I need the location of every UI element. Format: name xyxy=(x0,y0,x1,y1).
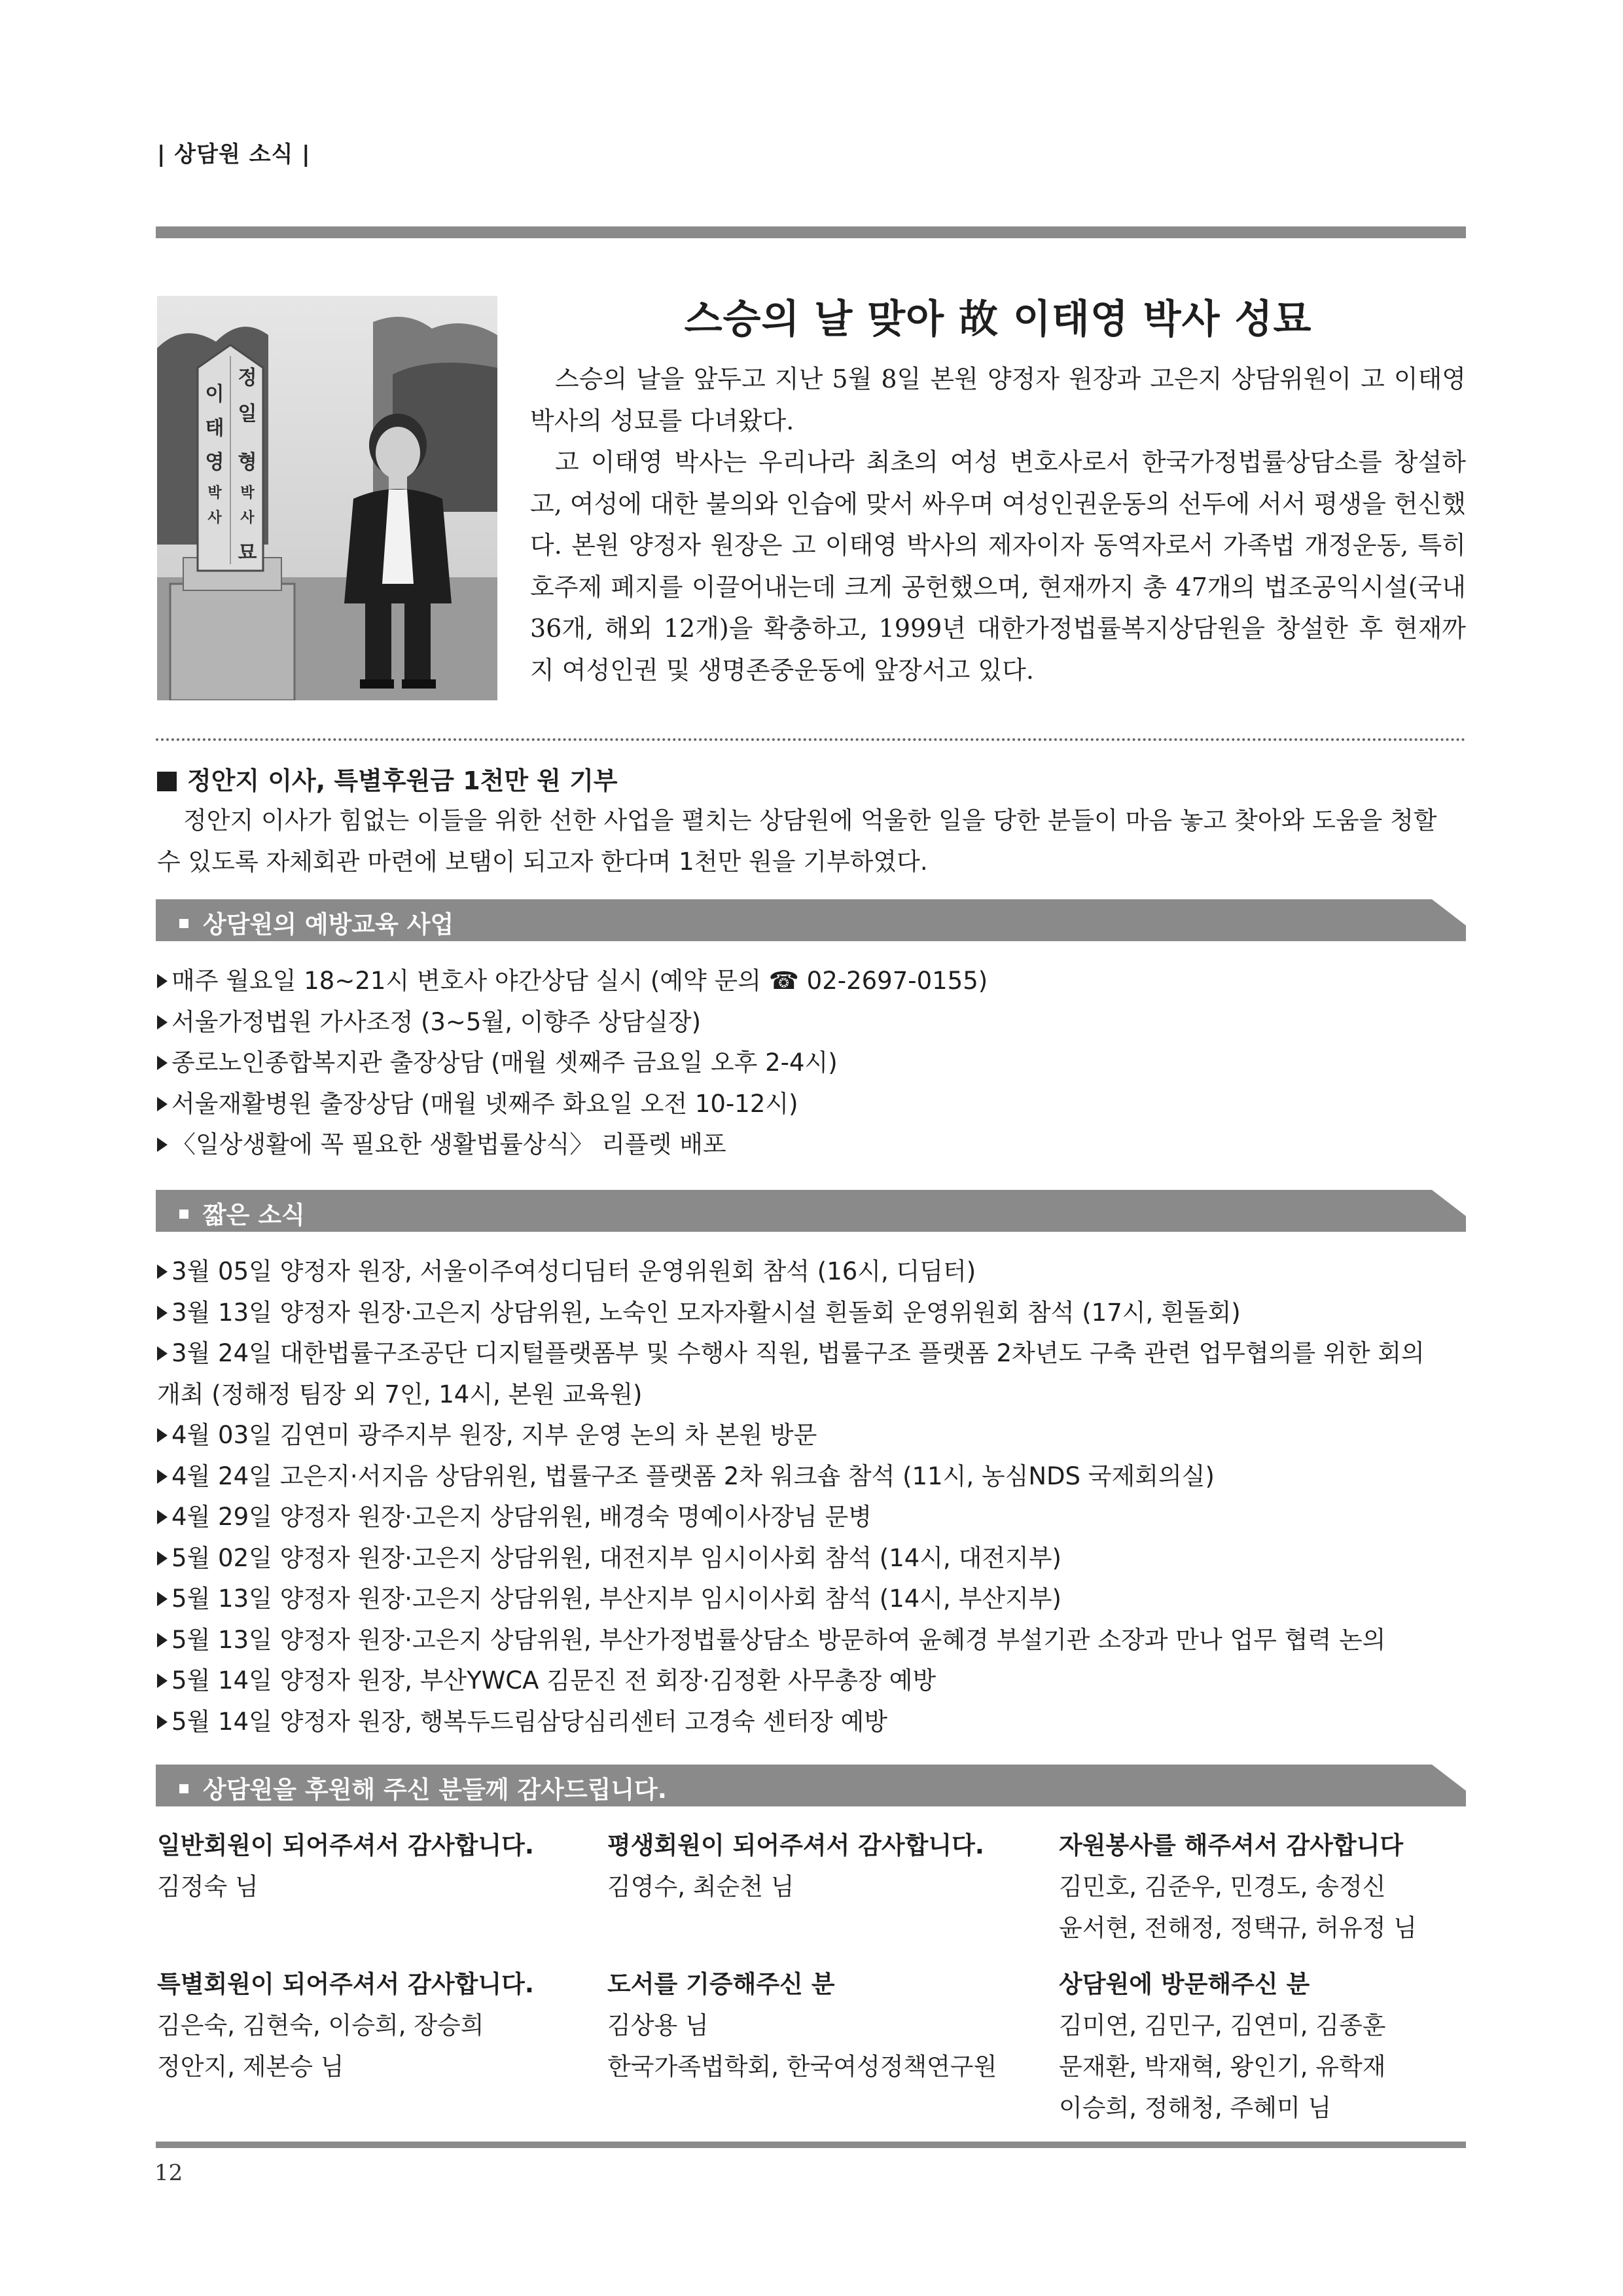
tombstone-char: 태 xyxy=(205,417,224,440)
list-item xyxy=(157,1620,1466,1661)
list-item xyxy=(157,1579,1466,1620)
triangle-bullet-icon xyxy=(157,1138,168,1152)
list-item-text: 5월 14일 양정자 원장, 부산YWCA 김문진 전 회장·김정환 사무총장 예방 xyxy=(171,1666,936,1695)
feature-paragraph: 스승의 날을 앞두고 지난 5월 8일 본원 양정자 원장과 고은지 상담위원이 고 이태영 박사의 성묘를 다녀왔다. xyxy=(530,365,1466,435)
triangle-bullet-icon xyxy=(157,1056,168,1070)
thanks-names: 한국가족법학회, 한국여성정책연구원 xyxy=(607,2053,997,2081)
feature-paragraph: 고 이태영 박사는 우리나라 최초의 여성 변호사로서 한국가정법률상담소를 창설하고, 여성에 대한 불의와 인습에 맞서 싸우며 여성인권운동의 선두에 서서 평생을 헌신했다. 본원 양정자 원장은 고 이태영 박사의 제자이자 동역자로서 가족법 개정운동, 특히 호주제 폐지를 이끌어내는데 크게 공헌했으며, 현재까지 총 47개의 법조공익시설(국내 36개, 해외 12개)을 확충하고, 1999년 대한가정법률복지상담원을 창설한 후 현재까지 여성인권 및 생명존중운동에 앞장서고 있다. xyxy=(530,448,1466,685)
tombstone-char: 묘 xyxy=(238,541,257,564)
thanks-names: 김상용 님 xyxy=(607,2011,709,2039)
triangle-bullet-icon xyxy=(157,974,168,988)
thanks-group xyxy=(157,1964,589,2087)
list-item xyxy=(157,1251,1466,1293)
list-item xyxy=(157,1002,1466,1043)
donation-title-text: 정안지 이사, 특별후원금 1천만 원 기부 xyxy=(187,766,618,795)
tombstone-char: 사 xyxy=(207,510,222,526)
tombstone-char: 영 xyxy=(205,451,224,474)
list-item-text: 3월 05일 양정자 원장, 서울이주여성디딤터 운영위원회 참석 (16시, 디딤터) xyxy=(171,1257,976,1285)
page-number: 12 xyxy=(154,2160,183,2186)
thanks-group xyxy=(607,1964,1039,2087)
thanks-group-title: 특별회원이 되어주셔서 감사합니다. xyxy=(157,1970,534,1998)
list-item xyxy=(157,1293,1466,1334)
list-item-continuation: 개최 (정해정 팀장 외 7인, 14시, 본원 교육원) xyxy=(157,1380,643,1408)
bottom-divider xyxy=(156,2142,1466,2148)
square-bullet-icon xyxy=(157,772,177,791)
thanks-group xyxy=(157,1825,589,1907)
list-item-text: 3월 24일 대한법률구조공단 디지털플랫폼부 및 수행사 직원, 법률구조 플랫폼 2차년도 구축 관련 업무협의를 위한 회의 xyxy=(171,1339,1425,1367)
tombstone-char: 사 xyxy=(240,510,255,526)
square-bullet-icon xyxy=(179,919,188,928)
section-band-prevention xyxy=(156,899,1466,941)
list-item-text: 5월 02일 양정자 원장·고은지 상담위원, 대전지부 임시이사회 참석 (14시, 대전지부) xyxy=(171,1543,1061,1572)
triangle-bullet-icon xyxy=(157,1592,168,1606)
triangle-bullet-icon xyxy=(157,1469,168,1484)
tombstone-char: 형 xyxy=(238,451,257,474)
tombstone-char: 박 xyxy=(207,485,222,501)
list-item xyxy=(157,1084,1466,1125)
tombstone-char: 정 xyxy=(238,367,257,389)
list-item-text: 종로노인종합복지관 출장상담 (매월 셋째주 금요일 오후 2-4시) xyxy=(171,1049,838,1077)
thanks-names: 김정숙 님 xyxy=(157,1873,259,1901)
tombstone-char: 박 xyxy=(240,485,255,501)
band-heading: 상담원을 후원해 주신 분들께 감사드립니다. xyxy=(203,1776,667,1804)
triangle-bullet-icon xyxy=(157,1551,168,1566)
list-item-text: 5월 13일 양정자 원장·고은지 상담위원, 부산가정법률상담소 방문하여 윤혜경 부설기관 소장과 만나 업무 협력 논의 xyxy=(171,1625,1386,1654)
list-item-text: 4월 29일 양정자 원장·고은지 상담위원, 배경숙 명예이사장님 문병 xyxy=(171,1503,872,1531)
tombstone-char: 이 xyxy=(205,383,224,406)
thanks-names: 김영수, 최순천 님 xyxy=(607,1873,794,1901)
thanks-names: 윤서현, 전해정, 정택규, 허유정 님 xyxy=(1059,1914,1417,1942)
thanks-names: 김은숙, 김현숙, 이승희, 장승희 xyxy=(157,2011,484,2039)
phone-number: 02-2697-0155) xyxy=(798,967,988,995)
donation-paragraph: 정안지 이사가 힘없는 이들을 위한 선한 사업을 펼치는 상담원에 억울한 일을 당한 분들이 마음 놓고 찾아와 도움을 청할 수 있도록 자체회관 마련에 보탬이 되고자 한다며 1천만 원을 기부하였다. xyxy=(157,806,1437,876)
thanks-group-title: 상담원에 방문해주신 분 xyxy=(1059,1970,1310,1998)
dotted-divider xyxy=(156,738,1466,741)
triangle-bullet-icon xyxy=(157,1510,168,1524)
thanks-group xyxy=(1059,1825,1491,1948)
top-divider xyxy=(156,226,1466,238)
list-item xyxy=(157,1660,1466,1702)
phone-icon: ☎ xyxy=(768,967,799,995)
thanks-names: 김민호, 김준우, 민경도, 송정신 xyxy=(1059,1873,1386,1901)
list-item-text: 4월 24일 고은지·서지음 상담위원, 법률구조 플랫폼 2차 워크숍 참석 (11시, 농심NDS 국제회의실) xyxy=(171,1462,1215,1490)
thanks-names: 김미연, 김민구, 김연미, 김종훈 xyxy=(1059,2011,1386,2039)
grave-visit-photo xyxy=(157,296,497,700)
list-item xyxy=(157,1538,1466,1579)
list-item-text: 서울재활병원 출장상담 (매월 넷째주 화요일 오전 10-12시) xyxy=(171,1089,798,1118)
thanks-group xyxy=(1059,1964,1491,2128)
thanks-group xyxy=(607,1825,1039,1907)
band-heading: 짧은 소식 xyxy=(203,1201,305,1229)
feature-title: 스승의 날 맞아 故 이태영 박사 성묘 xyxy=(684,296,1312,342)
triangle-bullet-icon xyxy=(157,1715,168,1729)
list-item-text: 〈일상생활에 꼭 필요한 생활법률상식〉 리플렛 배포 xyxy=(171,1130,726,1158)
section-band-news xyxy=(156,1190,1466,1232)
triangle-bullet-icon xyxy=(157,1265,168,1279)
triangle-bullet-icon xyxy=(157,1097,168,1111)
list-item xyxy=(157,961,1466,1002)
thanks-group-title: 자원봉사를 해주셔서 감사합니다 xyxy=(1059,1831,1404,1859)
thanks-group-title: 평생회원이 되어주셔서 감사합니다. xyxy=(607,1831,984,1859)
list-item-text: 4월 03일 김연미 광주지부 원장, 지부 운영 논의 차 본원 방문 xyxy=(171,1421,817,1449)
list-item xyxy=(157,1333,1466,1374)
list-item-text: 매주 월요일 18~21시 변호사 야간상담 실시 (예약 문의 xyxy=(171,967,769,995)
section-band-thanks xyxy=(156,1765,1466,1806)
list-item xyxy=(157,1456,1466,1498)
feature-body xyxy=(530,359,1466,691)
thanks-names: 이승희, 정해청, 주혜미 님 xyxy=(1059,2094,1332,2122)
thanks-group-title: 일반회원이 되어주셔서 감사합니다. xyxy=(157,1831,534,1859)
list-item xyxy=(157,1043,1466,1084)
tombstone-char: 일 xyxy=(238,403,257,425)
list-item-text: 3월 13일 양정자 원장·고은지 상담위원, 노숙인 모자자활시설 흰돌회 운영위원회 참석 (17시, 흰돌회) xyxy=(171,1298,1241,1327)
thanks-names: 정안지, 제본승 님 xyxy=(157,2053,344,2081)
band-heading: 상담원의 예방교육 사업 xyxy=(203,910,454,939)
triangle-bullet-icon xyxy=(157,1633,168,1647)
triangle-bullet-icon xyxy=(157,1428,168,1443)
square-bullet-icon xyxy=(179,1210,188,1219)
thanks-group-title: 도서를 기증해주신 분 xyxy=(607,1970,835,1998)
donation-title xyxy=(157,761,618,797)
list-item-text: 5월 13일 양정자 원장·고은지 상담위원, 부산지부 임시이사회 참석 (14시, 부산지부) xyxy=(171,1585,1061,1613)
triangle-bullet-icon xyxy=(157,1306,168,1320)
triangle-bullet-icon xyxy=(157,1015,168,1030)
list-item xyxy=(157,1497,1466,1538)
section-label: | 상담원 소식 | xyxy=(157,141,311,168)
list-item xyxy=(157,1415,1466,1456)
news-list xyxy=(157,1251,1466,1742)
donation-body xyxy=(157,800,1466,882)
list-item-text: 서울가정법원 가사조정 (3~5월, 이향주 상담실장) xyxy=(171,1007,702,1036)
triangle-bullet-icon xyxy=(157,1674,168,1688)
prevention-list xyxy=(157,961,1466,1166)
square-bullet-icon xyxy=(179,1784,188,1793)
list-item xyxy=(157,1124,1466,1166)
triangle-bullet-icon xyxy=(157,1346,168,1361)
list-item xyxy=(157,1702,1466,1743)
list-item-text: 5월 14일 양정자 원장, 행복두드림삼당심리센터 고경숙 센터장 예방 xyxy=(171,1707,888,1736)
thanks-names: 문재환, 박재혁, 왕인기, 유학재 xyxy=(1059,2053,1386,2081)
